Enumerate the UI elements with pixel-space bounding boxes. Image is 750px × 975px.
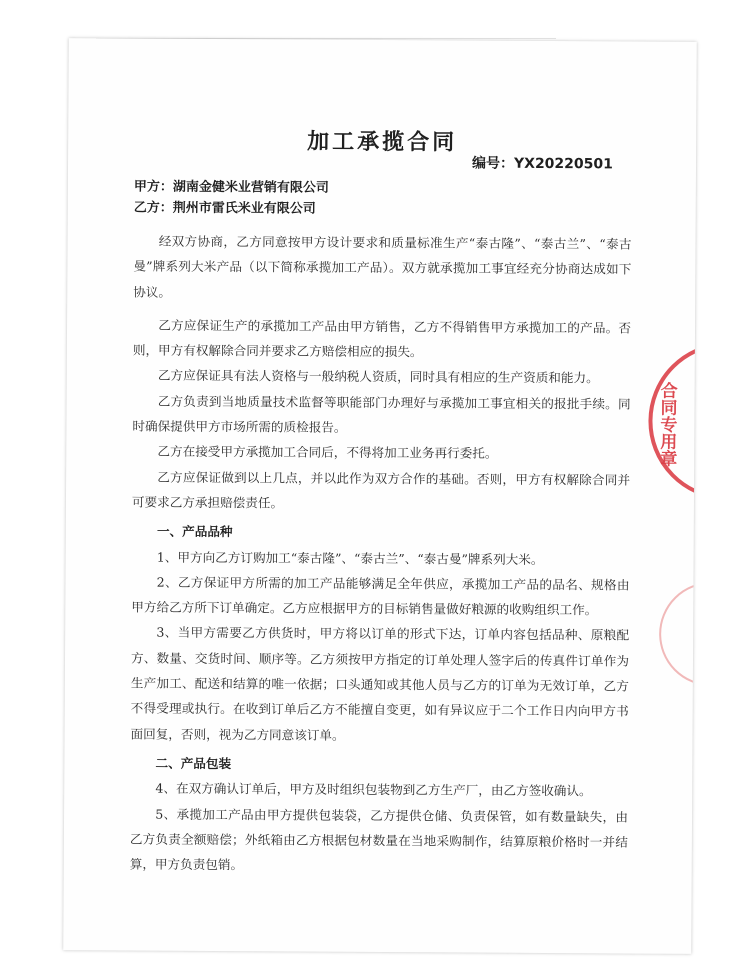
faint-seal (655, 582, 694, 692)
contract-number: 编号：YX20220501 (471, 155, 613, 173)
paragraph: 乙方应保证具有法人资格与一般纳税人资质，同时具有相应的生产资质和能力。 (157, 368, 599, 386)
contract-body (130, 228, 632, 879)
clause: 2、乙方保证甲方所需的加工产品能够满足全年供应，承揽加工产品的品名、规格由甲方给乙方所下订单确定。乙方应根据甲方的目标销售量做好粮源的收购组织工作。 (131, 574, 630, 618)
paragraph-intro: 经双方协商，乙方同意按甲方设计要求和质量标准生产“泰古隆”、“泰古兰”、“泰古曼”牌系列大米产品（以下简称承揽加工产品）。双方就承揽加工事宜经充分协商达成如下协议。 (133, 233, 632, 300)
contract-seal (642, 302, 696, 562)
section-heading-product-variety: 一、产品品种 (156, 523, 233, 540)
paragraph: 乙方应保证做到以上几点，并以此作为双方合作的基础。否则，甲方有权解除合同并可要求乙方承担赔偿责任。 (131, 469, 631, 511)
clause: 3、当甲方需要乙方供货时，甲方将以订单的形式下达，订单内容包括品种、原粮配方、数量、交货时间、顺序等。乙方须按甲方指定的订单处理人签字后的传真件订单作为生产加工、配送和结算的唯一依据；口头通知或其他人员与乙方的订单为无效订单，乙方不得受理或执行。在收到订单后乙方不能擅自变更，如有异议应于二个工作日内向甲方书面回复，否则，视为乙方同意该订单。 (130, 625, 630, 743)
paragraph: 乙方应保证生产的承揽加工产品由甲方销售，乙方不得销售甲方承揽加工的产品。否则，甲方有权解除合同并要求乙方赔偿相应的损失。 (132, 317, 632, 360)
section-heading-product-packaging: 二、产品包装 (155, 755, 232, 772)
clause: 1、甲方向乙方订购加工“泰古隆”、“泰古兰”、“泰古曼”牌系列大米。 (156, 549, 544, 567)
clause: 5、承揽加工产品由甲方提供包装袋，乙方提供仓储、负责保管，如有数量缺失，由乙方负责全额赔偿；外纸箱由乙方根据包材数量在当地采购制作，结算原粮价格时一并结算，甲方负责包销。 (129, 806, 629, 873)
faint-seal-ring (659, 582, 694, 687)
party-b: 乙方：荆州市雷氏米业有限公司 (133, 200, 316, 217)
document-title: 加工承揽合同 (307, 129, 458, 156)
paragraph: 乙方负责到当地质量技术监督等职能部门办理好与承揽加工事宜相关的报批手续。同时确保提供甲方市场所需的质检报告。 (132, 393, 631, 435)
party-a: 甲方：湖南金健米业营销有限公司 (133, 179, 329, 196)
contract-page (63, 38, 697, 954)
paragraph: 乙方在接受甲方承揽加工合同后，不得将加工业务再行委托。 (157, 444, 498, 462)
clause: 4、在双方确认订单后，甲方及时组织包装物到乙方生产厂，由乙方签收确认。 (155, 780, 592, 799)
seal-text: 合同专用章 (656, 381, 677, 467)
